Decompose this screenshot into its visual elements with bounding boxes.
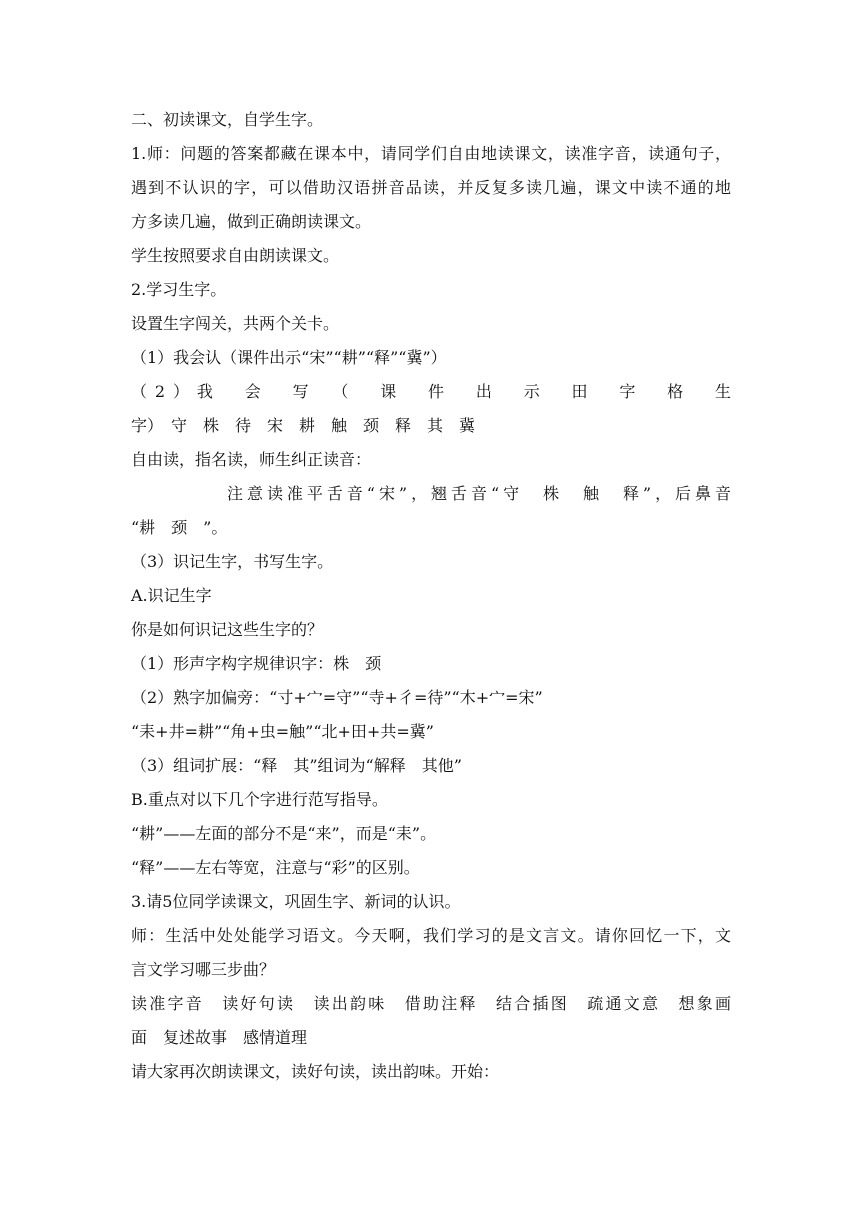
paragraph-line: 学生按照要求自由朗读课文。 (131, 246, 340, 265)
paragraph-line: “耕 颈 ”。 (131, 518, 228, 537)
paragraph-line: 2.学习生字。 (131, 280, 227, 299)
paragraph-line: 你是如何识记这些生字的？ (131, 620, 324, 639)
document-body (131, 103, 731, 1089)
section-heading: 二、初读课文，自学生字。 (131, 110, 324, 129)
paragraph-line: 师：生活中处处能学习语文。今天啊，我们学习的是文言文。请你回忆一下，文 (131, 926, 731, 945)
paragraph-line: B.重点对以下几个字进行范写指导。 (131, 790, 388, 809)
paragraph-line: 注意读准平舌音“宋”，翘舌音“守 株 触 释”，后鼻音 (227, 484, 731, 503)
paragraph-line: 自由读，指名读，师生纠正读音： (131, 450, 372, 469)
paragraph-line: 设置生字闯关，共两个关卡。 (131, 314, 340, 333)
paragraph-line: 面 复述故事 感情道理 (131, 1028, 308, 1047)
paragraph-line: 言文学习哪三步曲？ (131, 960, 276, 979)
paragraph-line: “释”——左右等宽，注意与“彩”的区别。 (131, 858, 420, 877)
paragraph-line: 遇到不认识的字，可以借助汉语拼音品读，并反复多读几遍，课文中读不通的地 (131, 178, 731, 197)
paragraph-line: 3.请5位同学读课文，巩固生字、新词的认识。 (131, 892, 461, 911)
paragraph-line: （3）组词扩展：“释 其”组词为“解释 其他” (131, 756, 462, 775)
paragraph-line: A.识记生字 (131, 586, 212, 605)
paragraph-line: （2）熟字加偏旁：“寸+宀=守”“寺+彳=待”“木+宀=宋” (131, 688, 543, 707)
paragraph-line: “耒+井=耕”“角+虫=触”“北+田+共=冀” (131, 722, 434, 741)
paragraph-line: 字） 守 株 待 宋 耕 触 颈 释 其 冀 (131, 416, 476, 435)
paragraph-line: （1）我会认（课件出示“宋”“耕”“释”“冀”） (131, 348, 447, 367)
paragraph-line: “耕”——左面的部分不是“来”，而是“耒”。 (131, 824, 437, 843)
paragraph-line: 请大家再次朗读课文，读好句读，读出韵味。开始： (131, 1062, 500, 1081)
paragraph-line: （1）形声字构字规律识字：株 颈 (131, 654, 382, 673)
paragraph-line: （3）识记生字，书写生字。 (131, 552, 334, 571)
paragraph-line: 方多读几遍，做到正确朗读课文。 (131, 212, 372, 231)
paragraph-line: 读准字音 读好句读 读出韵味 借助注释 结合插图 疏通文意 想象画 (131, 994, 731, 1013)
paragraph-line: 1.师：问题的答案都藏在课本中，请同学们自由地读课文，读准字音，读通句子， (131, 144, 731, 163)
paragraph-line: （2）我 会 写 （ 课 件 出 示 田 字 格 生 (131, 382, 731, 401)
